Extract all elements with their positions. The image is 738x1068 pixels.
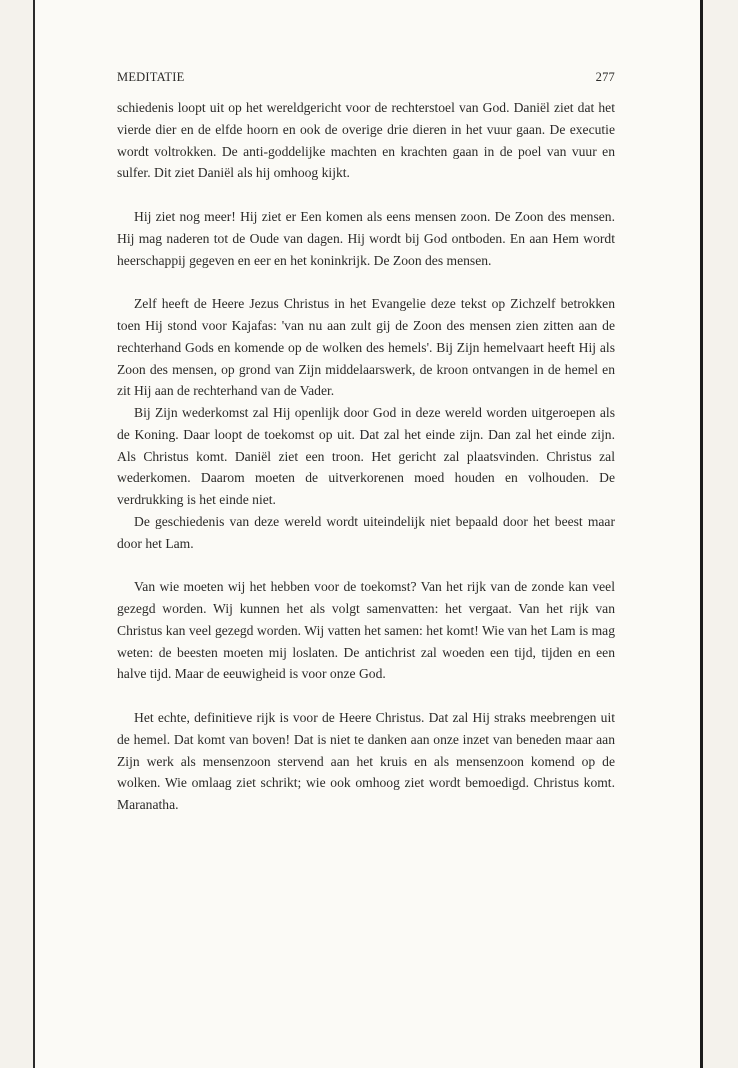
paragraph: De geschiedenis van deze wereld wordt uiteindelijk niet bepaald door het beest maar door het Lam. (117, 513, 615, 551)
body-text (117, 97, 615, 816)
paragraph-gap (117, 271, 615, 293)
paragraph: Hij ziet nog meer! Hij ziet er Een komen als eens mensen zoon. De Zoon des mensen. Hij mag naderen tot de Oude van dagen. Hij wordt bij God ontboden. En aan Hem wordt heerschappij gegeven en eer en het koninkrijk. De Zoon des mensen. (117, 209, 615, 268)
scan-edge-right (700, 0, 703, 1068)
paragraph: Zelf heeft de Heere Jezus Christus in het Evangelie deze tekst op Zichzelf betrokken toen Hij stond voor Kajafas: 'van nu aan zult gij de Zoon des mensen zien zitten aan de rechterhand Gods en komende op de wolken des hemels'. Bij Zijn hemelvaart heeft Hij als Zoon des mensen, op grond van Zijn middelaarswerk, de kroon ontvangen in de hemel en zit Hij aan de rechterhand van de Vader. (117, 296, 615, 399)
section-title: MEDITATIE (117, 70, 185, 84)
paragraph: schiedenis loopt uit op het wereldgericht voor de rechterstoel van God. Daniël ziet dat het vierde dier en de elfde hoorn en ook de overige drie dieren in het vuur gaan. De executie wordt voltrokken. De anti-goddelijke machten en krachten gaan in de poel van vuur en sulfer. Dit ziet Daniël als hij omhoog kijkt. (117, 100, 615, 181)
paragraph-gap (117, 184, 615, 206)
page-number: 277 (595, 70, 615, 84)
paragraph: Bij Zijn wederkomst zal Hij openlijk door God in deze wereld worden uitgeroepen als de Koning. Daar loopt de toekomst op uit. Dat zal het einde zijn. Dan zal het einde zijn. Als Christus komt. Daniël ziet een troon. Het gericht zal plaatsvinden. Christus zal wederkomen. Daarom moeten de uitverkorenen moed houden en volhouden. De verdrukking is het einde niet. (117, 405, 615, 507)
running-header (117, 70, 615, 85)
paragraph-gap (117, 685, 615, 707)
scan-edge-left (33, 0, 35, 1068)
paragraph: Het echte, definitieve rijk is voor de Heere Christus. Dat zal Hij straks meebrengen uit de hemel. Dat komt van boven! Dat is niet te danken aan onze inzet van beneden maar aan Zijn werk als mensenzoon stervend aan het kruis en als mensenzoon komend op de wolken. Wie omlaag ziet schrikt; wie ook omhoog ziet wordt bemoedigd. Christus komt. Maranatha. (117, 710, 615, 812)
paragraph-gap (117, 554, 615, 576)
paragraph: Van wie moeten wij het hebben voor de toekomst? Van het rijk van de zonde kan veel gezegd worden. Wij kunnen het als volgt samenvatten: het vergaat. Van het rijk van Christus kan veel gezegd worden. Wij vatten het samen: het komt! Wie van het Lam is mag weten: de beesten moeten mij loslaten. De antichrist zal woeden een tijd, tijden en een halve tijd. Maar de eeuwigheid is voor onze God. (117, 579, 615, 682)
